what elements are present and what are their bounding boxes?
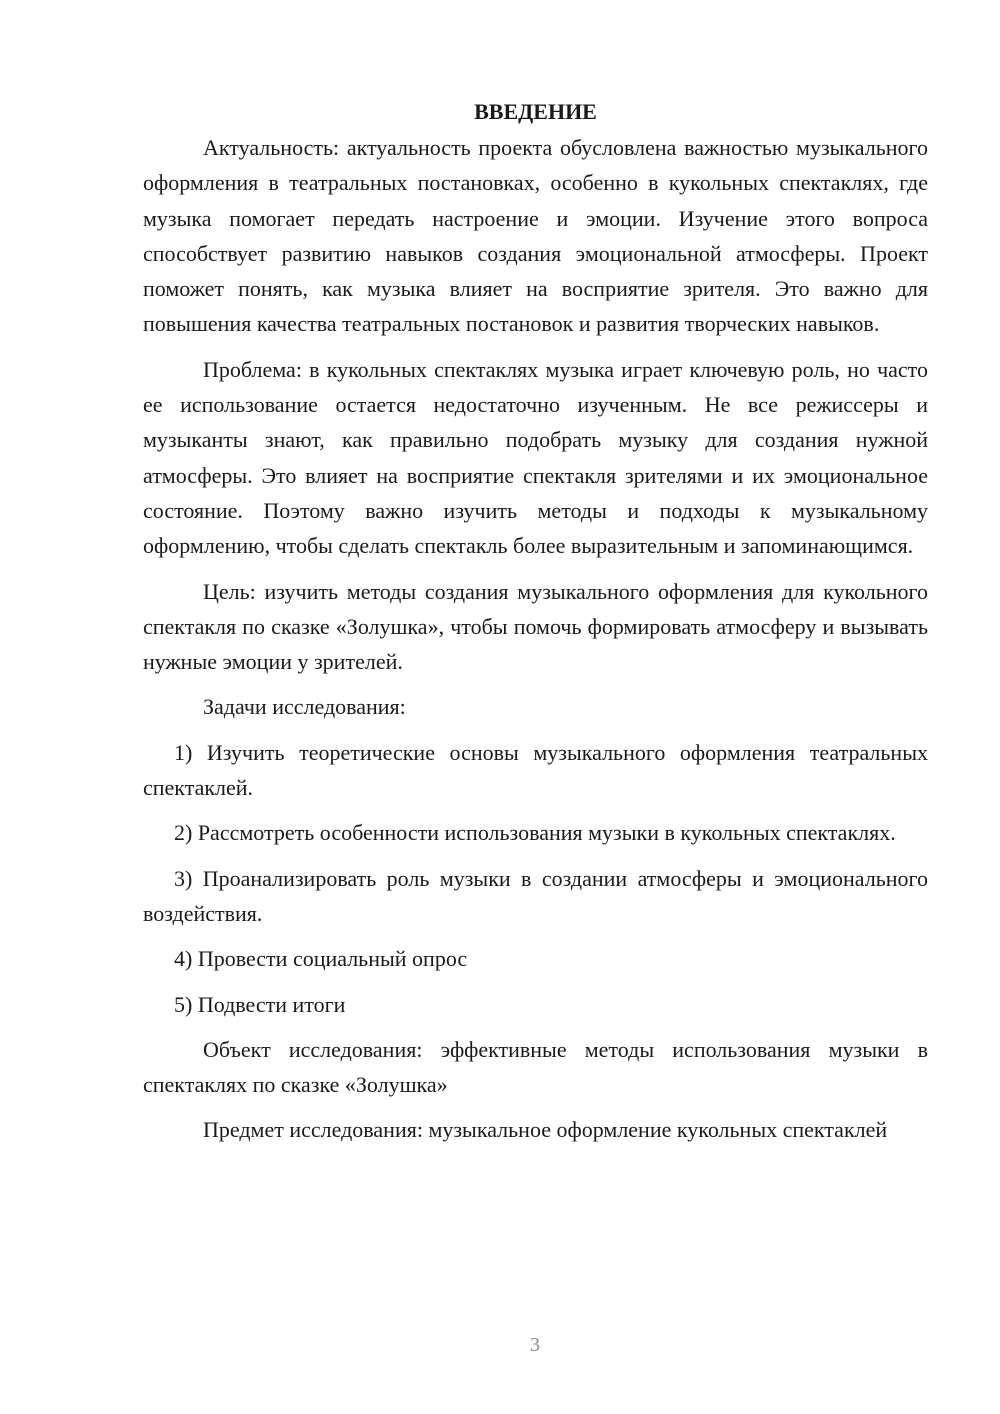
paragraph-object: Объект исследования: эффективные методы использования музыки в спектаклях по сказке «Золушка» <box>143 1036 928 1098</box>
task-item-3: 3) Проанализировать роль музыки в создании атмосферы и эмоционального воздействия. <box>143 865 928 926</box>
document-body <box>143 94 928 1148</box>
task-item-5: 5) Подвести итоги <box>174 991 346 1017</box>
paragraph-problem: Проблема: в кукольных спектаклях музыка играет ключевую роль, но часто ее использование остается недостаточно изученным. Не все режиссеры и музыканты знают, как правильно подобрать музыку для создания нужной атмосферы. Это влияет на восприятие спектакля зрителями и их эмоциональное состояние. Поэтому важно изучить методы и подходы к музыкальному оформлению, чтобы сделать спектакль более выразительным и запоминающимся. <box>143 356 928 559</box>
task-item-4: 4) Провести социальный опрос <box>174 946 468 972</box>
paragraph-goal: Цель: изучить методы создания музыкального оформления для кукольного спектакля по сказке «Золушка», чтобы помочь формировать атмосферу и вызывать нужные эмоции у зрителей. <box>143 578 928 675</box>
paragraph-subject: Предмет исследования: музыкальное оформление кукольных спектаклей <box>203 1117 888 1143</box>
task-item-2: 2) Рассмотреть особенности использования музыки в кукольных спектаклях. <box>174 820 896 846</box>
tasks-heading: Задачи исследования: <box>203 694 406 720</box>
page-number: 3 <box>530 1334 540 1356</box>
paragraph-relevance: Актуальность: актуальность проекта обусловлена важностью музыкального оформления в театральных постановках, особенно в кукольных спектаклях, где музыка помогает передать настроение и эмоции. Изучение этого вопроса способствует развитию навыков создания эмоциональной атмосферы. Проект поможет понять, как музыка влияет на восприятие зрителя. Это важно для повышения качества театральных постановок и развития творческих навыков. <box>143 135 928 337</box>
task-item-1: 1) Изучить теоретические основы музыкального оформления театральных спектаклей. <box>143 739 928 801</box>
section-title: ВВЕДЕНИЕ <box>474 99 597 124</box>
